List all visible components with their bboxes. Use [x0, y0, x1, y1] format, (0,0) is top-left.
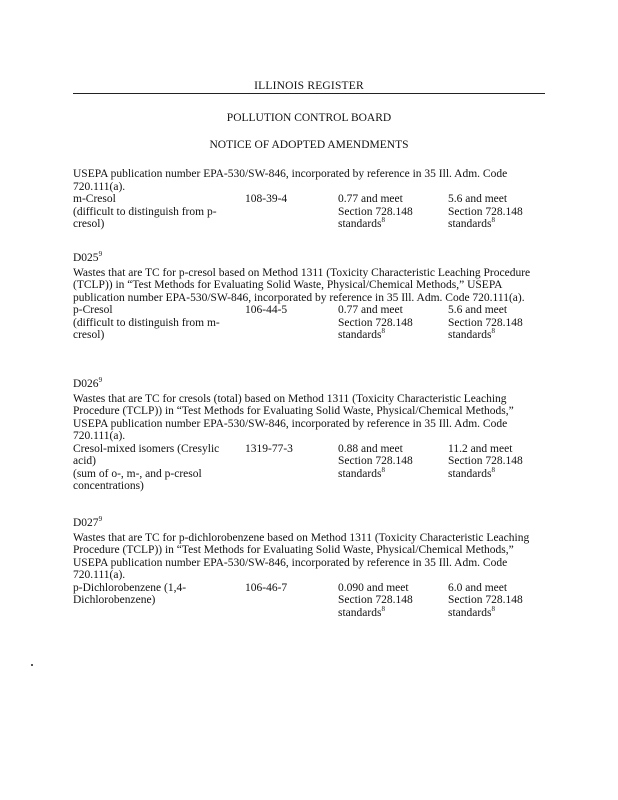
intro-paragraph: USEPA publication number EPA-530/SW-846, incorporated by reference in 35 Ill. Adm. Code 720.111(a).	[73, 168, 508, 193]
table-row	[73, 582, 545, 620]
register-title: ILLINOIS REGISTER	[254, 80, 364, 92]
constituent-cell: Cresol-mixed isomers (Cresylic acid) (sum of o-, m-, and p-cresol concentrations)	[73, 442, 220, 492]
waste-description: Wastes that are TC for p-dichlorobenzene based on Method 1311 (Toxicity Characteristic Leaching Procedure (TCLP)) in “Test Methods for Evaluating Solid Waste, Physical/Chemical Methods,” USEPA publication number EPA-530/SW-846, incorporated by reference in 35 Ill. Adm. Code 720.111(a).	[73, 531, 530, 581]
wastewater-cell: 0.88 and meet Section 728.148 standards$^8$	[338, 442, 413, 480]
intro-block	[73, 168, 545, 231]
cas-cell: 1319-77-3	[245, 442, 293, 455]
board-name: POLLUTION CONTROL BOARD	[226, 112, 392, 124]
nonwastewater-cell: 11.2 and meet Section 728.148 standards$^8$	[448, 442, 523, 480]
waste-code: $D026^9$	[73, 376, 103, 390]
nonwastewater-cell: 6.0 and meet Section 728.148 standards$^8$	[448, 581, 523, 619]
constituent-cell: m-Cresol (difficult to distinguish from p- cresol)	[73, 193, 217, 230]
waste-description: Wastes that are TC for p-cresol based on Method 1311 (Toxicity Characteristic Leaching Procedure (TCLP)) in “Test Methods for Evaluating Solid Waste, Physical/Chemical Methods,” USEPA publication number EPA-530/SW-846, incorporated by reference in 35 Ill. Adm. Code 720.111(a).	[73, 266, 531, 304]
notice-title: NOTICE OF ADOPTED AMENDMENTS	[209, 139, 409, 151]
cas-cell: 106-46-7	[245, 581, 288, 594]
cas-cell: 108-39-4	[245, 193, 288, 205]
waste-code: $D025^9$	[73, 250, 103, 264]
waste-description: Wastes that are TC for cresols (total) based on Method 1311 (Toxicity Characteristic Leaching Procedure (TCLP)) in “Test Methods for Evaluating Solid Waste, Physical/Chemical Methods,” USEPA publication number EPA-530/SW-846, incorporated by reference in 35 Ill. Adm. Code 720.111(a).	[73, 392, 514, 442]
table-row	[73, 304, 545, 342]
cas-cell: 106-44-5	[245, 304, 288, 316]
wastewater-cell: 0.77 and meet Section 728.148 standards$^8$	[338, 193, 413, 230]
scan-speck	[31, 664, 33, 666]
section-d025	[73, 252, 545, 342]
waste-code: $D027^9$	[73, 515, 103, 529]
table-row	[73, 443, 545, 493]
section-d026	[73, 378, 545, 493]
wastewater-cell: 0.77 and meet Section 728.148 standards$^8$	[338, 304, 413, 341]
table-row	[73, 193, 545, 231]
constituent-cell: p-Dichlorobenzene (1,4- Dichlorobenzene)	[73, 581, 187, 606]
nonwastewater-cell: 5.6 and meet Section 728.148 standards$^8$	[448, 193, 523, 230]
nonwastewater-cell: 5.6 and meet Section 728.148 standards$^8$	[448, 304, 523, 341]
header-rule	[73, 93, 545, 94]
section-d027	[73, 517, 545, 619]
wastewater-cell: 0.090 and meet Section 728.148 standards$^8$	[338, 581, 413, 619]
constituent-cell: p-Cresol (difficult to distinguish from m- cresol)	[73, 304, 220, 341]
